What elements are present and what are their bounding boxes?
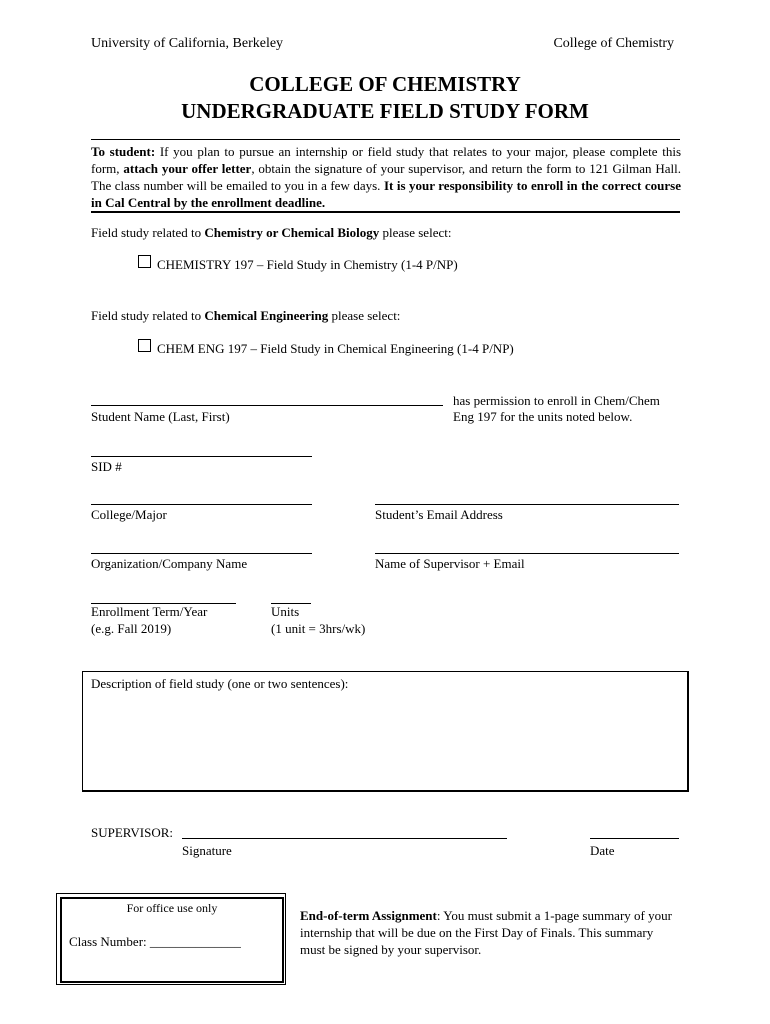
form-title-line1: COLLEGE OF CHEMISTRY <box>249 72 521 96</box>
chemistry-197-checkbox[interactable] <box>138 255 151 268</box>
signature-label: Signature <box>182 843 232 858</box>
intro-bottom-rule <box>91 211 680 213</box>
chem-prompt-bold: Chemistry or Chemical Biology <box>204 225 380 240</box>
permission-text-line1: has permission to enroll in Chem/Chem <box>453 393 660 408</box>
date-field[interactable] <box>590 838 679 839</box>
assignment-heading: End-of-term Assignment <box>300 908 437 923</box>
intro-paragraph <box>91 143 681 211</box>
units-label: Units <box>271 604 300 619</box>
chem-eng-197-label: CHEM ENG 197 – Field Study in Chemical Engineering (1-4 P/NP) <box>157 341 514 356</box>
supervisor-name-email-field[interactable] <box>375 553 679 554</box>
student-name-label: Student Name (Last, First) <box>91 409 230 424</box>
sid-label: SID # <box>91 459 122 474</box>
supervisor-name-email-label: Name of Supervisor + Email <box>375 556 525 571</box>
class-number-field[interactable]: Class Number: ______________ <box>69 934 241 949</box>
cheme-prompt <box>91 308 400 324</box>
intro-text-1: If you plan to pursue an internship or field study that relates to your major, please complete this form, <box>91 144 682 176</box>
intro-top-rule <box>91 139 680 140</box>
description-label: Description of field study (one or two sentences): <box>91 676 349 691</box>
intro-bold-offer: attach your offer letter <box>123 161 252 176</box>
form-title-line2: UNDERGRADUATE FIELD STUDY FORM <box>181 99 589 123</box>
chem-prompt-suffix: please select: <box>379 225 452 240</box>
end-of-term-assignment <box>300 907 680 958</box>
intro-bold-responsibility: It is your responsibility to enroll in the correct course in Cal Central by the enrollment deadline. <box>91 178 681 210</box>
enrollment-term-label: Enrollment Term/Year <box>91 604 208 619</box>
chemistry-197-label: CHEMISTRY 197 – Field Study in Chemistry (1-4 P/NP) <box>157 257 458 272</box>
chem-prompt <box>91 225 451 241</box>
date-label: Date <box>590 843 615 858</box>
intro-text-2: , obtain the signature of your supervisor, and return the form to 121 Gilman Hall. The class number will be emailed to you in a few days. <box>91 161 681 193</box>
cheme-prompt-bold: Chemical Engineering <box>204 308 329 323</box>
sid-field[interactable] <box>91 456 312 457</box>
units-note: (1 unit = 3hrs/wk) <box>271 621 366 636</box>
assignment-text: : You must submit a 1-page summary of your internship that will be due on the First Day of Finals. This summary must be signed by your supervisor. <box>300 908 672 957</box>
chem-eng-197-checkbox[interactable] <box>138 339 151 352</box>
enrollment-term-example: (e.g. Fall 2019) <box>91 621 172 636</box>
header-university: University of California, Berkeley <box>91 36 284 51</box>
permission-text-line2: Eng 197 for the units noted below. <box>453 409 633 424</box>
student-email-label: Student’s Email Address <box>375 507 503 522</box>
organization-field[interactable] <box>91 553 312 554</box>
college-major-field[interactable] <box>91 504 312 505</box>
header-college: College of Chemistry <box>553 36 674 51</box>
intro-lead: To student: <box>91 144 156 159</box>
supervisor-signature-field[interactable] <box>182 838 507 839</box>
student-name-field[interactable] <box>91 405 443 406</box>
college-major-label: College/Major <box>91 507 167 522</box>
supervisor-label: SUPERVISOR: <box>91 825 174 840</box>
cheme-prompt-suffix: please select: <box>328 308 401 323</box>
chem-prompt-prefix: Field study related to <box>91 225 205 240</box>
cheme-prompt-prefix: Field study related to <box>91 308 205 323</box>
office-use-title: For office use only <box>126 901 218 915</box>
organization-label: Organization/Company Name <box>91 556 248 571</box>
student-email-field[interactable] <box>375 504 679 505</box>
